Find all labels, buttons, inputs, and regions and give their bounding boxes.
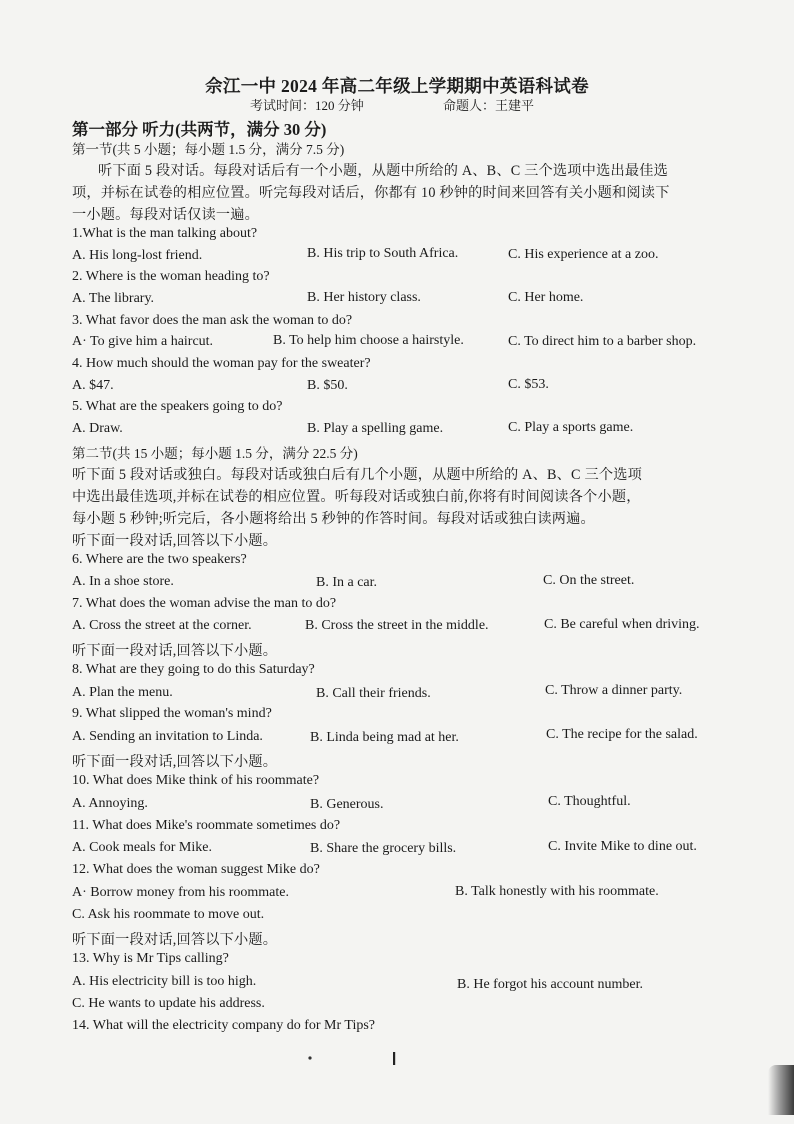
option-a: A· Borrow money from his roommate. — [72, 885, 289, 900]
option-a: A. His electricity bill is too high. — [72, 974, 257, 989]
option-c: C. Thoughtful. — [548, 794, 631, 809]
option-b: B. Talk honestly with his roommate. — [455, 884, 659, 899]
dialogue-note: 听下面一段对话,回答以下小题。 — [72, 643, 278, 659]
option-a: A. Cook meals for Mike. — [72, 840, 212, 855]
section2-instruction-line: 中选出最佳选项,并标在试卷的相应位置。听每段对话或独白前,你将有时间阅读各个小题， — [72, 489, 641, 505]
option-a: A. $47. — [72, 378, 114, 393]
exam-title: 佘江一中 2024 年高二年级上学期期中英语科试卷 — [205, 76, 589, 96]
question-stem: 3. What favor does the man ask the woman to do? — [72, 313, 353, 328]
option-c: C. $53. — [508, 377, 549, 392]
option-c: C. The recipe for the salad. — [546, 727, 698, 742]
option-b: B. His trip to South Africa. — [307, 246, 459, 261]
question-stem: 13. Why is Mr Tips calling? — [72, 951, 229, 966]
option-a: A. Annoying. — [72, 796, 148, 811]
option-c: C. He wants to update his address. — [72, 996, 265, 1011]
question-stem: 8. What are they going to do this Saturday? — [72, 662, 315, 677]
option-c: C. Ask his roommate to move out. — [72, 907, 265, 922]
section1-instruction-line: 一小题。每段对话仅读一遍。 — [72, 207, 260, 223]
section1-heading: 第一节(共 5 小题；每小题 1.5 分，满分 7.5 分) — [72, 142, 345, 157]
option-a: A. Draw. — [72, 421, 123, 436]
option-b: B. Call their friends. — [316, 686, 431, 701]
option-c: C. His experience at a zoo. — [508, 247, 659, 262]
dialogue-note: 听下面一段对话,回答以下小题。 — [72, 533, 278, 549]
section2-instruction-line: 每小题 5 秒钟;听完后，各小题将给出 5 秒钟的作答时间。每段对话或独白读两遍。 — [72, 511, 595, 527]
section1-instruction-line: 项，并标在试卷的相应位置。听完每段对话后，你都有 10 秒钟的时间来回答有关小题和阅读下 — [72, 185, 670, 201]
exam-author: 命题人：王建平 — [443, 98, 535, 113]
option-c: C. Be careful when driving. — [544, 617, 700, 632]
question-stem: 12. What does the woman suggest Mike do? — [72, 862, 320, 877]
section2-heading: 第二节(共 15 小题；每小题 1.5 分，满分 22.5 分) — [72, 446, 358, 461]
option-b: B. Generous. — [310, 797, 384, 812]
option-b: B. Linda being mad at her. — [310, 730, 459, 745]
option-a: A. Sending an invitation to Linda. — [72, 729, 263, 744]
option-a: A· To give him a haircut. — [72, 334, 214, 349]
option-b: B. $50. — [307, 378, 348, 393]
question-stem: 10. What does Mike think of his roommate? — [72, 773, 320, 788]
question-stem: 14. What will the electricity company do for Mr Tips? — [72, 1018, 376, 1033]
part1-heading: 第一部分 听力(共两节，满分 30 分) — [72, 120, 327, 139]
exam-time: 考试时间：120 分钟 — [250, 98, 364, 113]
question-stem: 5. What are the speakers going to do? — [72, 399, 283, 414]
option-b: B. To help him choose a hairstyle. — [273, 333, 464, 348]
option-c: C. Her home. — [508, 290, 584, 305]
option-b: B. In a car. — [316, 575, 378, 590]
question-stem: 2. Where is the woman heading to? — [72, 269, 270, 284]
question-stem: 7. What does the woman advise the man to do? — [72, 596, 337, 611]
option-b: B. He forgot his account number. — [457, 977, 643, 992]
dialogue-note: 听下面一段对话,回答以下小题。 — [72, 932, 278, 948]
option-c: C. Invite Mike to dine out. — [548, 839, 697, 854]
section1-instruction-line: 听下面 5 段对话。每段对话后有一个小题，从题中所给的 A、B、C 三个选项中选出最佳选 — [98, 163, 669, 179]
option-c: C. Play a sports game. — [508, 420, 634, 435]
option-c: C. Throw a dinner party. — [545, 683, 683, 698]
option-c: C. To direct him to a barber shop. — [508, 334, 697, 349]
question-stem: 9. What slipped the woman's mind? — [72, 706, 272, 721]
option-a: A. Cross the street at the corner. — [72, 618, 252, 633]
option-a: A. The library. — [72, 291, 155, 306]
question-stem: 11. What does Mike's roommate sometimes do? — [72, 818, 341, 833]
option-a: A. Plan the menu. — [72, 685, 173, 700]
option-a: A. His long-lost friend. — [72, 248, 203, 263]
option-b: B. Cross the street in the middle. — [305, 618, 489, 633]
section2-instruction-line: 听下面 5 段对话或独白。每段对话或独白后有几个小题，从题中所给的 A、B、C 三个选项 — [72, 467, 643, 483]
option-b: B. Play a spelling game. — [307, 421, 444, 436]
question-stem: 1.What is the man talking about? — [72, 226, 258, 241]
question-stem: 6. Where are the two speakers? — [72, 552, 247, 567]
option-a: A. In a shoe store. — [72, 574, 174, 589]
scan-artifact — [300, 1050, 420, 1074]
option-b: B. Share the grocery bills. — [310, 841, 457, 856]
option-b: B. Her history class. — [307, 290, 421, 305]
scan-edge-artifact — [768, 1065, 794, 1115]
question-stem: 4. How much should the woman pay for the sweater? — [72, 356, 371, 371]
dialogue-note: 听下面一段对话,回答以下小题。 — [72, 754, 278, 770]
option-c: C. On the street. — [543, 573, 635, 588]
